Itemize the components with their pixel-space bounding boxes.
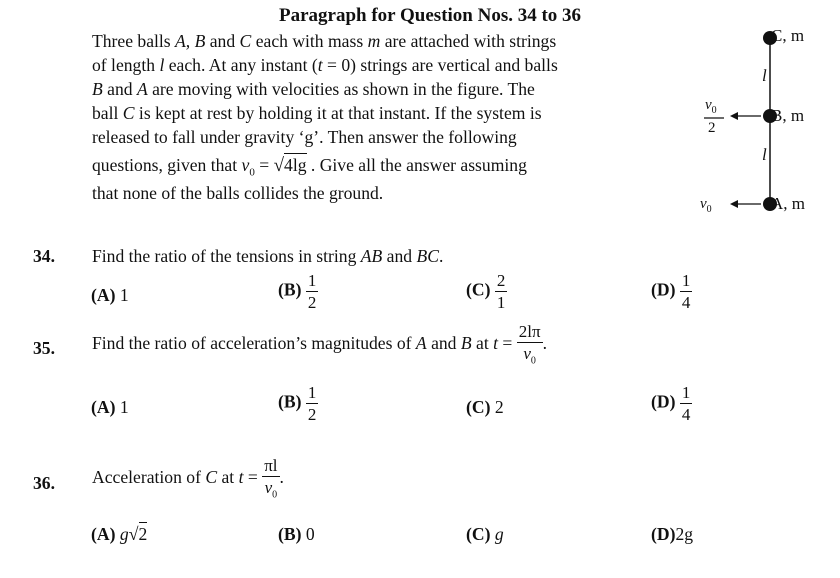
q35-option-d[interactable]: (D) $\frac{1}{4}$ <box>651 383 691 424</box>
paragraph-line-1: Three balls A, B and C each with mass m are attached with strings <box>92 31 557 51</box>
label-ball-A: A, m <box>771 194 805 213</box>
q35-option-a[interactable]: (A) 1 <box>91 397 129 417</box>
arrow-head-A <box>730 200 738 208</box>
q35-option-b[interactable]: (B) $\frac{1}{2}$ <box>278 383 317 424</box>
q36-option-a[interactable]: (A) g√2 <box>91 524 148 544</box>
label-ball-C: C, m <box>771 26 805 45</box>
question-number-36: 36. <box>33 473 55 493</box>
paragraph-line-3: B and A are moving with velocities as shown in the figure. The <box>92 79 535 99</box>
string-length-bottom: l <box>762 145 767 164</box>
question-text-36: Acceleration of C at t = $\frac{\pi l}{v_0}$ . <box>92 456 284 501</box>
question-number-35: 35. <box>33 338 55 358</box>
q36-option-c[interactable]: (C) g <box>466 524 504 544</box>
q34-option-a[interactable]: (A) 1 <box>91 285 129 305</box>
q35-option-c[interactable]: (C) 2 <box>466 397 504 417</box>
q36-option-b[interactable]: (B) 0 <box>278 524 315 544</box>
question-text-35: Find the ratio of acceleration’s magnitudes of A and B at t = $\frac{2l\pi}{v_0}$ . <box>92 322 547 367</box>
string-length-top: l <box>762 66 767 85</box>
q36-option-d[interactable]: (D)2g <box>651 524 694 544</box>
paragraph-title: Paragraph for Question Nos. 34 to 36 <box>279 5 582 26</box>
velocity-A-label: $v_0$ <box>700 196 712 215</box>
paragraph-line-4: ball C is kept at rest by holding it at that instant. If the system is <box>92 103 542 123</box>
paragraph-line-6: questions, given that $v_0 = √4\lg$ . Give all the answer assuming <box>92 155 527 179</box>
q34-option-c[interactable]: (C) $\frac{2}{1}$ <box>466 271 506 312</box>
paragraph-line-2: of length l each. At any instant (t = 0) strings are vertical and balls <box>92 55 558 75</box>
label-ball-B: B, m <box>771 106 805 125</box>
velocity-B-numerator: $v_0$ <box>705 97 717 116</box>
arrow-head-B <box>730 112 738 120</box>
q34-option-d[interactable]: (D) $\frac{1}{4}$ <box>651 271 691 312</box>
paragraph-line-7: that none of the balls collides the ground. <box>92 183 384 203</box>
q34-option-b[interactable]: (B) $\frac{1}{2}$ <box>278 271 317 312</box>
question-number-34: 34. <box>33 246 55 266</box>
velocity-B-denominator: 2 <box>708 120 716 136</box>
paragraph-line-5: released to fall under gravity ‘g’. Then answer the following <box>92 127 517 147</box>
question-text-34: Find the ratio of the tensions in string AB and BC. <box>92 246 444 266</box>
